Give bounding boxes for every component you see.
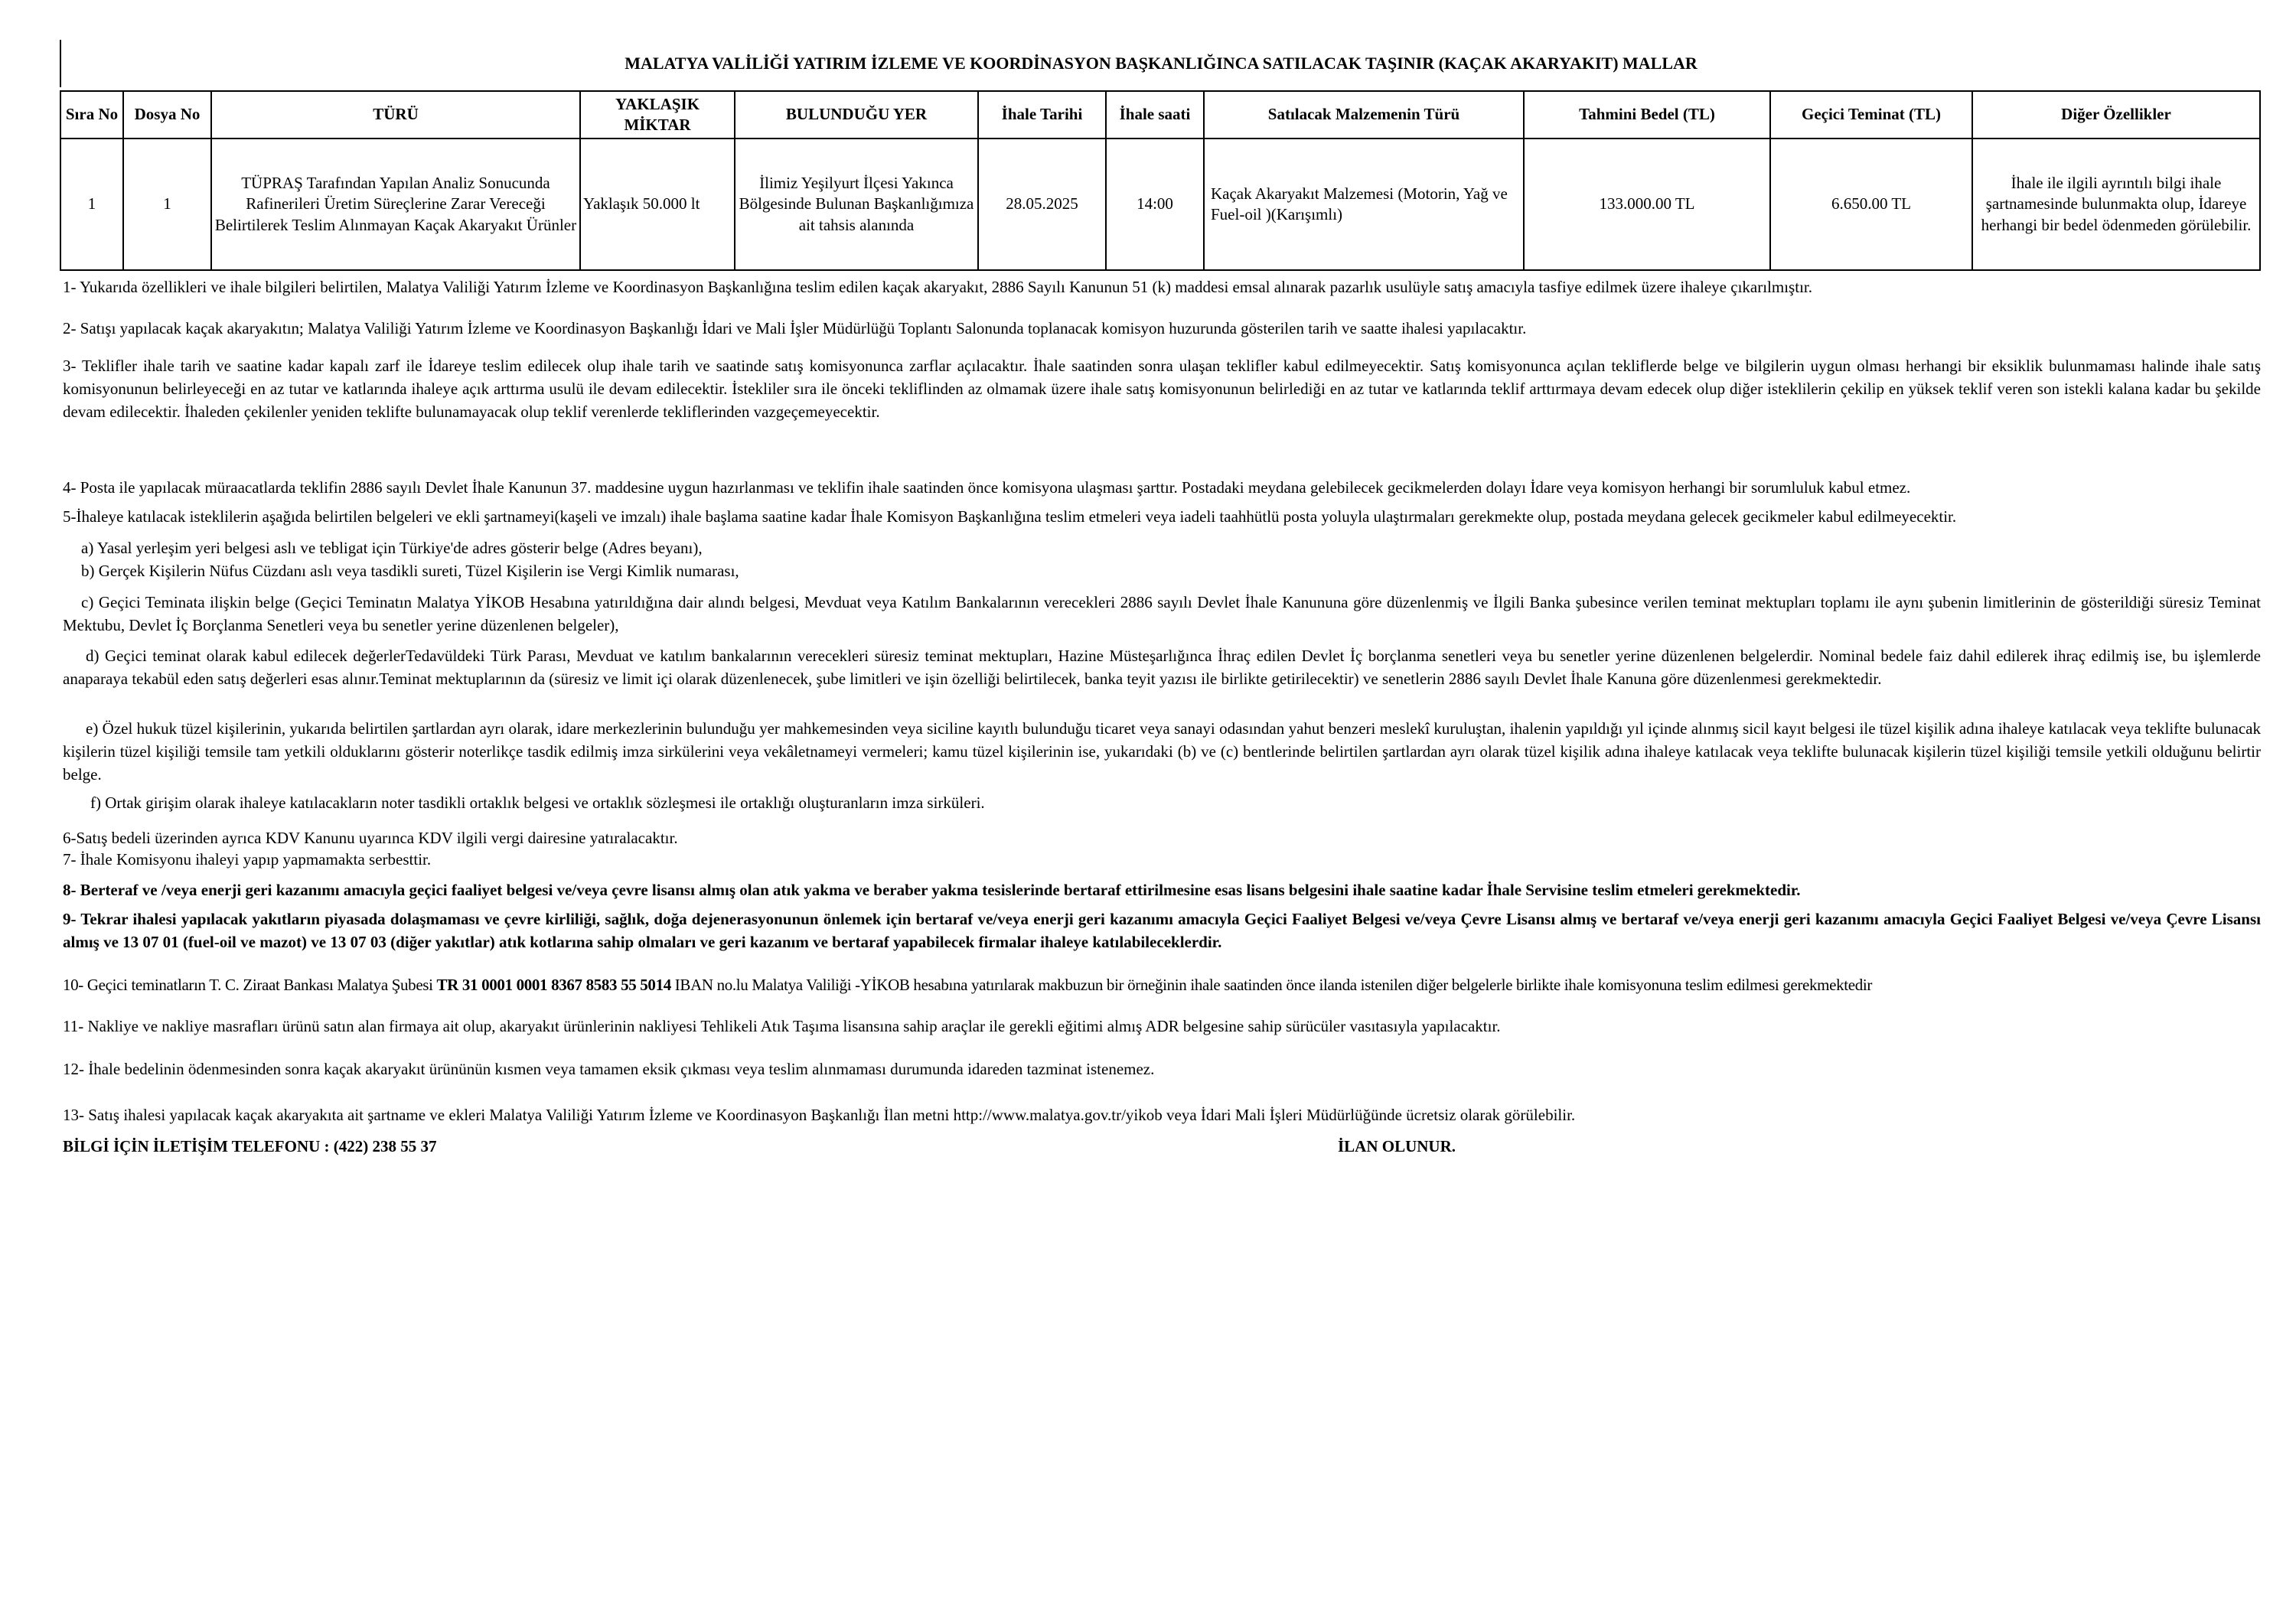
cell-saat: 14:00 [1106, 139, 1204, 270]
paragraph-11: 11- Nakliye ve nakliye masrafları ürünü satın alan firmaya ait olup, akaryakıt ürünlerinin nakliyesi Tehlikeli Atık Taşıma lisansına sahip araçlar ile gerekli eğitimi almış ADR belgesine sahip sürücüler vasıtasıyla yapılacaktır. [63, 1017, 1501, 1035]
cell-dosya: 1 [123, 139, 211, 270]
paragraph-12: 12- İhale bedelinin ödenmesinden sonra kaçak akaryakıt ürününün kısmen veya tamamen eksik çıkması veya teslim alınmaması durumunda idareden tazminat istenemez. [63, 1060, 1155, 1078]
paragraph-1: 1- Yukarıda özellikleri ve ihale bilgileri belirtilen, Malatya Valiliği Yatırım İzleme ve Koordinasyon Başkanlığına teslim edilen kaçak akaryakıt, 2886 Sayılı Kanunun 51 (k) maddesi emsal alınarak pazarlık usulüyle satış amacıyla tasfiye edilmek üzere ihaleye çıkarılmıştır. [63, 278, 1812, 296]
document-title: MALATYA VALİLİĞİ YATIRIM İZLEME VE KOORDİNASYON BAŞKANLIĞINCA SATILACAK TAŞINIR (KAÇAK AKARYAKIT) MALLAR [625, 54, 1698, 73]
table-header-row [60, 91, 2260, 139]
table-row [60, 139, 2260, 270]
contact-phone: BİLGİ İÇİN İLETİŞİM TELEFONU : (422) 238 55 37 [63, 1137, 437, 1155]
paragraph-5c: c) Geçici Teminata ilişkin belge (Geçici Teminatın Malatya YİKOB Hesabına yatırıldığına dair alındı belgesi, Mevduat veya Katılım Bankalarının verecekleri 2886 sayılı Devlet İhale Kanununa göre düzenlenmiş ve İlgili Banka şubesince verilen teminat mektupları toplamı ile aynı şubenin limitlerinin de gösterildiği süresiz Teminat Mektubu, Devlet İç Borçlanma Senetleri veya bu senetler yerine düzenlenen belgeler), [63, 593, 2261, 634]
auction-table [60, 90, 2261, 271]
paragraph-4: 4- Posta ile yapılacak müraacatlarda teklifin 2886 sayılı Devlet İhale Kanunun 37. maddesine uygun hazırlanması ve teklifin ihale saatinden önce komisyona ulaşması şarttır. Postadaki meydana gelebilecek gecikmelerden dolayı İdare veya komisyon herhangi bir sorumluluk kabul etmez. [63, 478, 1911, 497]
paragraph-8: 8- Berteraf ve /veya enerji geri kazanımı amacıyla geçici faaliyet belgesi ve/veya çevre lisansı almış olan atık yakma ve beraber yakma tesislerinde bertaraf ettirilmesine esas lisans belgesini ihale saatine kadar İhale Servisine teslim etmeleri gerekmektedir. [63, 881, 1801, 899]
paragraph-10-start: 10- Geçici teminatların T. C. Ziraat Bankası Malatya Şubesi [63, 976, 437, 994]
paragraph-6: 6-Satış bedeli üzerinden ayrıca KDV Kanunu uyarınca KDV ilgili vergi dairesine yatıralacaktır. [63, 829, 678, 847]
paragraph-5: 5-İhaleye katılacak isteklilerin aşağıda belirtilen belgeleri ve ekli şartnameyi(kaşeli ve imzalı) ihale başlama saatine kadar İhale Komisyon Başkanlığına teslim etmeleri veya iadeli taahhütlü posta yoluyla ulaştırmaları gerekmekte olup, postada meydana gelecek gecikmeler kabul edilmeyecektir. [63, 507, 1957, 526]
cell-turu: TÜPRAŞ Tarafından Yapılan Analiz Sonucunda Rafinerileri Üretim Süreçlerine Zarar Vereceği Belirtilerek Teslim Alınmayan Kaçak Akaryakıt Ürünler [211, 139, 580, 270]
cell-yer: İlimiz Yeşilyurt İlçesi Yakınca Bölgesinde Bulunan Başkanlığımıza ait tahsis alanında [735, 139, 978, 270]
cell-ozellik: İhale ile ilgili ayrıntılı bilgi ihale şartnamesinde bulunmakta olup, İdareye herhangi bir bedel ödenmeden görülebilir. [1972, 139, 2260, 270]
header-bedel: Tahmini Bedel (TL) [1524, 91, 1770, 139]
cell-teminat: 6.650.00 TL [1770, 139, 1972, 270]
header-miktar: YAKLAŞIK MİKTAR [580, 91, 735, 139]
header-saat: İhale saati [1106, 91, 1204, 139]
header-yer: BULUNDUĞU YER [735, 91, 978, 139]
header-teminat: Geçici Teminat (TL) [1770, 91, 1972, 139]
cell-tarih: 28.05.2025 [978, 139, 1106, 270]
paragraph-3: 3- Teklifler ihale tarih ve saatine kadar kapalı zarf ile İdareye teslim edilecek olup ihale tarih ve saatinde satış komisyonunca zarflar açılacaktır. İhale saatinden sonra ulaşan teklifler kabul edilmeyecektir. Satış komisyonunca açılan tekliflerde belge ve bilgilerin uygun olması herhangi bir eksiklik bulunmaması halinde ihale satış komisyonunun belirleyeceği en az tutar ve katlarında ihaleye açık arttırma usulü ile devam edilecektir. İstekliler sıra ile önceki tekliflinden az olmamak üzere ihale satış komisyonunun belirlediği en az tutar ve katlarında teklif arttırmaya devam edecek olup diğer isteklilerin çekilip en yüksek teklif veren son istekli kalana kadar bu şekilde devam edilecektir. İhaleden çekilenler yeniden teklifte bulunamayacak olup teklif verenlerde tekliflerinden vazgeçemeyecektir. [63, 357, 2261, 421]
cell-bedel: 133.000.00 TL [1524, 139, 1770, 270]
paragraph-5d: d) Geçici teminat olarak kabul edilecek değerlerTedavüldeki Türk Parası, Mevduat ve katılım bankalarının verecekleri süresiz teminat mektupları, Hazine Müsteşarlığınca İhraç edilen Devlet İç borçlanma senetleri veya bu senetler yerine düzenlenen belgelerdir. Nominal bedele faiz dahil edilerek ihraç edilmiş ise, bu işlemlerde anaparaya tekabül eden satış değerleri esas alınır.Teminat mektuplarının da (süresiz ve limit içi olarak düzenlenecek, şube limitleri ve işin özelliği belirtilecek, banka teyit yazısı ile birlikte getirilecektir) ve senetlerin 2886 sayılı Devlet İhale Kanuna göre düzenlenmesi gerekmektedir. [63, 647, 2261, 688]
header-turu: TÜRÜ [211, 91, 580, 139]
paragraph-10 [63, 973, 2261, 996]
cell-sira: 1 [60, 139, 123, 270]
header-sira: Sıra No [60, 91, 123, 139]
header-ozellik: Diğer Özellikler [1972, 91, 2260, 139]
paragraph-5a: a) Yasal yerleşim yeri belgesi aslı ve tebligat için Türkiye'de adres gösterir belge (Adres beyanı), [81, 539, 703, 557]
cell-malzeme: Kaçak Akaryakıt Malzemesi (Motorin, Yağ ve Fuel-oil )(Karışımlı) [1204, 139, 1524, 270]
header-dosya: Dosya No [123, 91, 211, 139]
paragraph-9: 9- Tekrar ihalesi yapılacak yakıtların piyasada dolaşmaması ve çevre kirliliği, sağlık, doğa dejenerasyonunun önlemek için bertaraf ve/veya enerji geri kazanımı amacıyla Geçici Faaliyet Belgesi ve/veya Çevre Lisansı almış ve bertaraf ve/veya enerji geri kazanımı amacıyla Geçici Faaliyet Belgesi ve/veya Çevre Lisansı almış ve 13 07 01 (fuel-oil ve mazot) ve 13 07 03 (diğer yakıtlar) atık kotlarına sahip olmaları ve geri kazanım ve bertaraf yapabilecek firmalar ihaleye katılabileceklerdir. [63, 910, 2261, 951]
header-malzeme: Satılacak Malzemenin Türü [1204, 91, 1524, 139]
paragraph-10-end: IBAN no.lu Malatya Valiliği -YİKOB hesabına yatırılarak makbuzun bir örneğinin ihale saatinden önce ilanda istenilen diğer belgelerle birlikte ihale komisyonuna teslim edilmesi gerekmektedir [670, 976, 1873, 994]
paragraph-5e: e) Özel hukuk tüzel kişilerinin, yukarıda belirtilen şartlardan ayrı olarak, idare merkezlerinin bulunduğu yer mahkemesinden veya siciline kayıtlı bulunduğu ticaret veya sanayi odasından yahut benzeri meslekî kuruluştan, ihalenin yapıldığı yıl içinde alınmış sicil kayıt belgesi ile tüzel kişilik adına ihaleye katılacak veya teklifte bulunacak kişilerin tüzel kişiliği temsile tam yetkili olduklarını gösterir noterlikçe tasdik edilmiş imza sirkülerini veya vekâletnameyi vermeleri; kamu tüzel kişilerinin ise, yukarıdaki (b) ve (c) bentlerinde belirtilen şartlardan ayrı olarak tüzel kişilik adına ihaleye katılacak veya teklifte bulunacak kişilerin tüzel kişiliği temsile yetkili olduğunu belirtir belge. [63, 719, 2261, 784]
paragraph-5b: b) Gerçek Kişilerin Nüfus Cüzdanı aslı veya tasdikli sureti, Tüzel Kişilerin ise Vergi Kimlik numarası, [81, 562, 739, 580]
header-tarih: İhale Tarihi [978, 91, 1106, 139]
paragraph-13: 13- Satış ihalesi yapılacak kaçak akaryakıta ait şartname ve ekleri Malatya Valiliği Yatırım İzleme ve Koordinasyon Başkanlığı İlan metni http://www.malatya.gov.tr/yikob veya İdari Mali İşleri Müdürlüğünde ücretsiz olarak görülebilir. [63, 1106, 1576, 1124]
iban-number: TR 31 0001 0001 8367 8583 55 5014 [436, 976, 671, 994]
ilan-olunur: İLAN OLUNUR. [1338, 1137, 1456, 1155]
cell-miktar: Yaklaşık 50.000 lt [580, 139, 735, 270]
paragraph-2: 2- Satışı yapılacak kaçak akaryakıtın; Malatya Valiliği Yatırım İzleme ve Koordinasyon Başkanlığı İdari ve Mali İşler Müdürlüğü Toplantı Salonunda toplanacak komisyon huzurunda gösterilen tarih ve saatte ihalesi yapılacaktır. [63, 319, 1527, 337]
paragraph-7: 7- İhale Komisyonu ihaleyi yapıp yapmamakta serbesttir. [63, 850, 432, 869]
paragraph-5f: f) Ortak girişim olarak ihaleye katılacakların noter tasdikli ortaklık belgesi ve ortaklık sözleşmesi ile ortaklığı oluşturanların imza sirküleri. [90, 794, 985, 812]
